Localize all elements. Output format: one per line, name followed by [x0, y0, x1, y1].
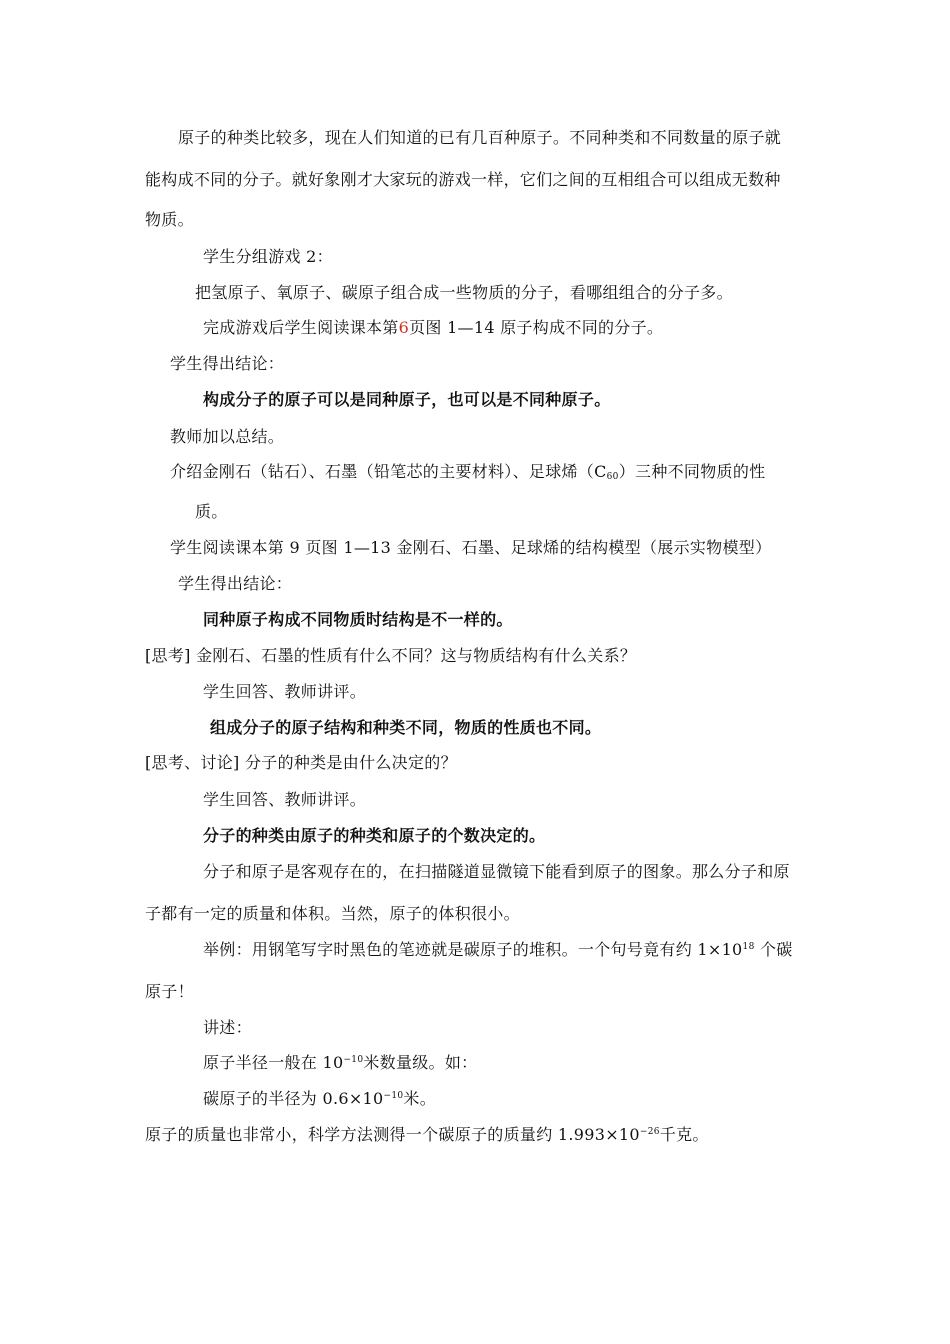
reading-text: 完成游戏后学生阅读课本第 — [203, 318, 399, 337]
carbon-radius-line — [203, 1089, 436, 1109]
mass-text: 原子的质量也非常小，科学方法测得一个碳原子的质量约 1.993×10 — [145, 1125, 640, 1144]
page-number: 6 — [398, 318, 410, 337]
example-text: 个碳 — [754, 940, 793, 959]
example-line: 原子！ — [145, 982, 194, 1001]
conclusion: 分子的种类由原子的种类和原子的个数决定的。 — [203, 826, 546, 845]
mass-line — [145, 1125, 709, 1145]
game-title: 学生分组游戏 2： — [203, 247, 333, 266]
radius-text: 米数量级。如： — [363, 1053, 478, 1072]
student-conclusion-label: 学生得出结论： — [170, 354, 285, 373]
mass-text: 千克。 — [659, 1125, 709, 1144]
conclusion: 构成分子的原子可以是同种原子，也可以是不同种原子。 — [203, 390, 611, 409]
lecture-label: 讲述： — [203, 1018, 252, 1037]
intro-text: 介绍金刚石（钻石）、石墨（铅笔芯的主要材料）、足球烯（C — [170, 462, 607, 481]
teacher-summary: 教师加以总结。 — [170, 427, 285, 446]
example-text: 举例：用钢笔写字时黑色的笔迹就是碳原子的堆积。一个句号竟有约 1×10 — [203, 940, 743, 959]
subscript: 60 — [606, 472, 619, 482]
reading-line — [203, 318, 663, 338]
paragraph-line: 原子的种类比较多，现在人们知道的已有几百种原子。不同种类和不同数量的原子就 — [178, 128, 782, 147]
superscript: 18 — [742, 942, 755, 952]
answer-line: 学生回答、教师讲评。 — [203, 790, 367, 809]
paragraph-line: 物质。 — [145, 210, 194, 229]
carbon-radius-text: 米。 — [403, 1089, 437, 1108]
reading-text: 页图 1—14 原子构成不同的分子。 — [409, 318, 664, 337]
answer-line: 学生回答、教师讲评。 — [203, 682, 367, 701]
conclusion: 同种原子构成不同物质时结构是不一样的。 — [203, 610, 513, 629]
superscript: −26 — [639, 1127, 660, 1137]
radius-text: 原子半径一般在 10 — [203, 1053, 344, 1072]
example-line — [203, 940, 793, 960]
superscript: −10 — [343, 1055, 364, 1065]
paragraph-line: 能构成不同的分子。就好象刚才大家玩的游戏一样，它们之间的互相组合可以组成无数种 — [145, 170, 781, 189]
reading-line: 学生阅读课本第 9 页图 1—13 金刚石、石墨、足球烯的结构模型（展示实物模型） — [170, 538, 772, 557]
radius-line — [203, 1053, 477, 1073]
game-text: 把氢原子、氧原子、碳原子组合成一些物质的分子，看哪组组合的分子多。 — [195, 283, 733, 302]
intro-text: ）三种不同物质的性 — [618, 462, 766, 481]
think-question: [思考、讨论] 分子的种类是由什么决定的？ — [145, 753, 457, 772]
carbon-radius-text: 碳原子的半径为 0.6×10 — [203, 1089, 384, 1108]
student-conclusion-label: 学生得出结论： — [178, 574, 293, 593]
paragraph-line: 子都有一定的质量和体积。当然，原子的体积很小。 — [145, 904, 520, 923]
conclusion: 组成分子的原子结构和种类不同，物质的性质也不同。 — [210, 718, 602, 737]
intro-line: 质。 — [195, 502, 228, 521]
intro-line — [170, 462, 765, 482]
superscript: −10 — [383, 1091, 404, 1101]
paragraph-line: 分子和原子是客观存在的，在扫描隧道显微镜下能看到原子的图象。那么分子和原 — [203, 862, 790, 881]
think-question: [思考] 金刚石、石墨的性质有什么不同？这与物质结构有什么关系？ — [145, 646, 637, 665]
